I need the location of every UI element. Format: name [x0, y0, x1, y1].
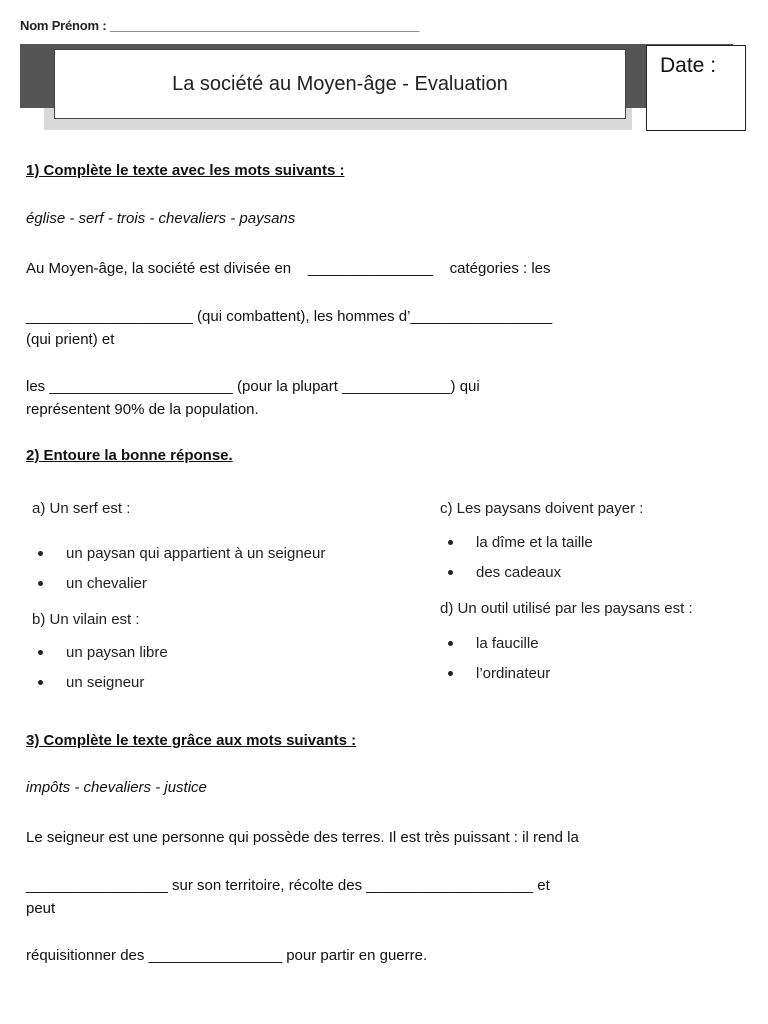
question-b-options [26, 643, 168, 703]
student-name-line[interactable]: Nom Prénom : ____________________________________________ [20, 18, 420, 33]
section-1-line-2b: (qui prient) et [26, 331, 115, 348]
section-2-title: 2) Entoure la bonne réponse. [26, 447, 233, 464]
section-3-title: 3) Complète le texte grâce aux mots suivants : [26, 732, 357, 749]
section-3-line-3[interactable]: réquisitionner des ________________ pour partir en guerre. [26, 947, 428, 964]
option-c-2[interactable]: des cadeaux [436, 563, 593, 593]
section-1-line-1[interactable]: Au Moyen-âge, la société est divisée en _______________ catégories : les [26, 260, 551, 277]
section-3-word-bank: impôts - chevaliers - justice [26, 779, 207, 796]
section-1-line-3b: représentent 90% de la population. [26, 401, 259, 418]
option-b-1[interactable]: un paysan libre [26, 643, 168, 673]
question-d-options [436, 634, 550, 694]
question-c-head: c) Les paysans doivent payer : [440, 500, 644, 517]
question-b-head: b) Un vilain est : [32, 611, 140, 628]
section-3-line-2b: peut [26, 900, 56, 917]
option-d-2[interactable]: l’ordinateur [436, 664, 550, 694]
option-a-2[interactable]: un chevalier [26, 574, 325, 604]
section-1-line-3[interactable]: les ______________________ (pour la plupart _____________) qui [26, 378, 480, 395]
option-c-1[interactable]: la dîme et la taille [436, 533, 593, 563]
section-1-title: 1) Complète le texte avec les mots suivants : [26, 162, 345, 179]
question-c-options [436, 533, 593, 593]
section-1-word-bank: église - serf - trois - chevaliers - paysans [26, 210, 296, 227]
option-b-2[interactable]: un seigneur [26, 673, 168, 703]
date-box[interactable]: Date : [646, 45, 746, 131]
section-3-line-2[interactable]: _________________ sur son territoire, récolte des ____________________ et [26, 877, 550, 894]
option-a-1[interactable]: un paysan qui appartient à un seigneur [26, 544, 325, 574]
section-3-line-1: Le seigneur est une personne qui possède des terres. Il est très puissant : il rend la [26, 829, 579, 846]
question-d-head: d) Un outil utilisé par les paysans est : [440, 600, 693, 617]
question-a-head: a) Un serf est : [32, 500, 131, 517]
question-a-options [26, 544, 325, 604]
option-d-1[interactable]: la faucille [436, 634, 550, 664]
worksheet-title: La société au Moyen-âge - Evaluation [54, 49, 626, 119]
section-1-line-2[interactable]: ____________________ (qui combattent), les hommes d’_________________ [26, 308, 553, 325]
